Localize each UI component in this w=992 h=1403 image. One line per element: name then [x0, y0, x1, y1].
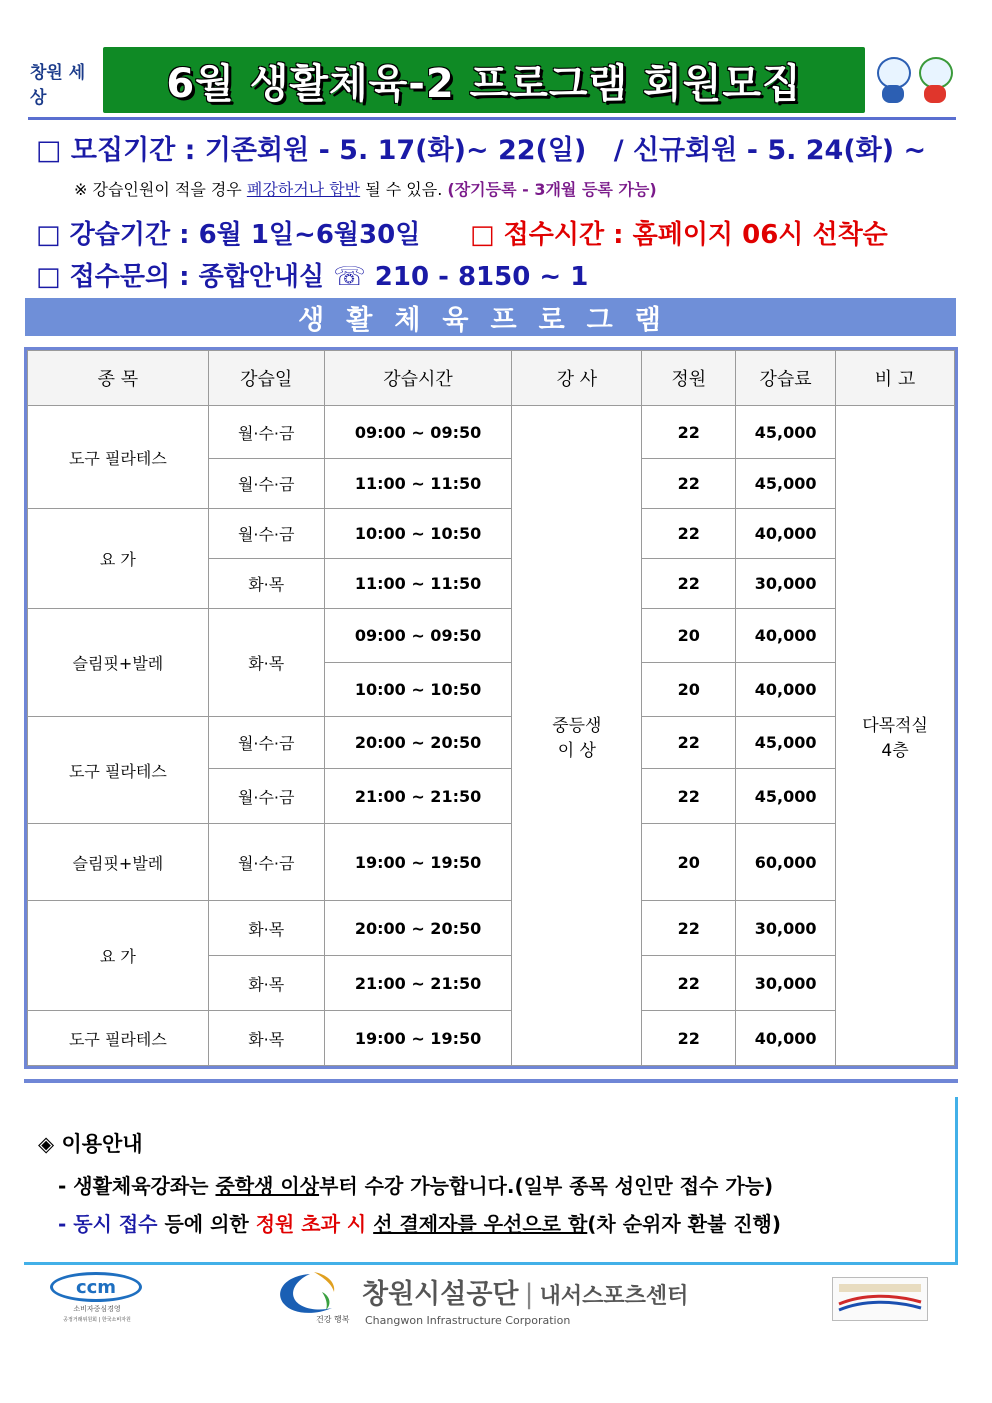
table-row — [28, 609, 955, 663]
guide-text: (차 순위자 환불 진행) — [587, 1212, 782, 1236]
guide-text: 등에 의한 — [157, 1212, 256, 1236]
recruit-existing: □ 모집기간 : 기존회원 - 5. 17(화)~ 22(일) — [36, 135, 587, 166]
sport-cell: 요 가 — [28, 509, 209, 609]
time-cell: 19:00 ~ 19:50 — [324, 1011, 512, 1066]
guide-title: ◈ 이용안내 — [38, 1132, 143, 1156]
header-time: 강습시간 — [324, 351, 512, 406]
capacity-cell: 22 — [642, 717, 736, 769]
days-cell: 화·목 — [208, 1011, 324, 1066]
days-cell: 화·목 — [208, 609, 324, 717]
days-cell: 월·수·금 — [208, 824, 324, 901]
note-long-term: (장기등록 - 3개월 등록 가능) — [447, 180, 657, 199]
time-cell: 11:00 ~ 11:50 — [324, 559, 512, 609]
header-sport: 종 목 — [28, 351, 209, 406]
swoosh-icon — [270, 1270, 350, 1324]
instructor-cell: 중등생 이 상 — [512, 406, 642, 1066]
ccm-logo — [50, 1272, 144, 1326]
time-cell: 21:00 ~ 21:50 — [324, 956, 512, 1011]
recruit-new: / 신규회원 - 5. 24(화) ~ — [613, 135, 927, 166]
note-underline: 폐강하거나 합반 — [246, 180, 361, 199]
table-row — [28, 509, 955, 559]
time-cell: 21:00 ~ 21:50 — [324, 769, 512, 824]
days-cell: 월·수·금 — [208, 509, 324, 559]
fee-cell: 40,000 — [736, 609, 836, 663]
days-cell: 월·수·금 — [208, 717, 324, 769]
program-table — [24, 347, 958, 1069]
corp-name: 창원시설공단 — [362, 1279, 519, 1310]
header-days: 강습일 — [208, 351, 324, 406]
days-cell: 화·목 — [208, 956, 324, 1011]
capacity-cell: 22 — [642, 559, 736, 609]
guide-text: 부터 수강 가능합니다.(일부 종목 성인만 접수 가능) — [319, 1174, 774, 1198]
guide-line-2 — [58, 1208, 781, 1237]
corp-english: Changwon Infrastructure Corporation — [365, 1314, 571, 1327]
sport-cell: 도구 필라테스 — [28, 406, 209, 509]
class-period — [36, 214, 420, 251]
inquiry — [36, 256, 588, 293]
days-cell: 화·목 — [208, 559, 324, 609]
city-logo-text: 창원 세상 — [30, 62, 86, 108]
reception-time-text: □ 접수시간 : 홈페이지 06시 선착순 — [470, 220, 888, 250]
ccm-subtitle: 소비자중심경영 — [73, 1305, 121, 1313]
time-cell: 09:00 ~ 09:50 — [324, 609, 512, 663]
corp-name-row: 창원시설공단 | 내서스포츠센터 — [362, 1279, 689, 1310]
fee-cell: 30,000 — [736, 559, 836, 609]
capacity-cell: 22 — [642, 901, 736, 956]
guide-red-text: 정원 초과 시 — [255, 1212, 367, 1236]
page-title-banner — [103, 47, 865, 113]
swoosh-text: 건강 행복 — [316, 1315, 350, 1324]
certification-icon — [833, 1278, 927, 1320]
capacity-cell: 20 — [642, 663, 736, 717]
sport-cell: 도구 필라테스 — [28, 717, 209, 824]
days-cell: 월·수·금 — [208, 459, 324, 509]
table-row — [28, 1011, 955, 1066]
table-row — [28, 824, 955, 901]
fee-cell: 45,000 — [736, 406, 836, 459]
table-row — [28, 406, 955, 459]
fee-cell: 45,000 — [736, 459, 836, 509]
guide-blue-text: - 동시 접수 — [58, 1212, 158, 1236]
table-row — [28, 901, 955, 956]
guide-underline: 선 결제자를 우선으로 함 — [373, 1212, 588, 1236]
header-instructor: 강 사 — [512, 351, 642, 406]
note-cell: 다목적실 4층 — [836, 406, 955, 1066]
sport-cell: 슬림핏+발레 — [28, 609, 209, 717]
mascot-icon — [919, 57, 951, 103]
time-cell: 19:00 ~ 19:50 — [324, 824, 512, 901]
capacity-cell: 20 — [642, 824, 736, 901]
page-title: 6월 생활체육-2 프로그램 회원모집 — [166, 60, 802, 107]
header-capacity: 정원 — [642, 351, 736, 406]
table-header-row — [28, 351, 955, 406]
guide-underline: 중학생 이상 — [215, 1174, 320, 1198]
sport-cell: 요 가 — [28, 901, 209, 1011]
guide-text: - 생활체육강좌는 — [58, 1174, 216, 1198]
table-row — [28, 717, 955, 769]
certification-badge — [832, 1277, 928, 1321]
corp-center: 내서스포츠센터 — [539, 1284, 689, 1309]
time-cell: 10:00 ~ 10:50 — [324, 509, 512, 559]
note-prefix: ※ 강습인원이 적을 경우 — [74, 180, 247, 199]
reception-time — [470, 214, 888, 251]
fee-cell: 30,000 — [736, 901, 836, 956]
fee-cell: 30,000 — [736, 956, 836, 1011]
inquiry-text: □ 접수문의 : 종합안내실 ☏ 210 - 8150 ~ 1 — [36, 262, 589, 292]
header-fee: 강습료 — [736, 351, 836, 406]
note-suffix: 될 수 있음. — [360, 180, 448, 199]
capacity-cell: 22 — [642, 1011, 736, 1066]
fee-cell: 40,000 — [736, 1011, 836, 1066]
time-cell: 20:00 ~ 20:50 — [324, 901, 512, 956]
mascots — [872, 52, 956, 108]
sport-cell: 도구 필라테스 — [28, 1011, 209, 1066]
time-cell: 20:00 ~ 20:50 — [324, 717, 512, 769]
days-cell: 화·목 — [208, 901, 324, 956]
divider — [24, 1079, 958, 1083]
time-cell: 10:00 ~ 10:50 — [324, 663, 512, 717]
fee-cell: 45,000 — [736, 769, 836, 824]
section-title: 생활체육프로그램 — [25, 298, 956, 336]
capacity-cell: 20 — [642, 609, 736, 663]
city-logo — [30, 55, 100, 110]
fee-cell: 60,000 — [736, 824, 836, 901]
fee-cell: 40,000 — [736, 509, 836, 559]
sport-cell: 슬림핏+발레 — [28, 824, 209, 901]
time-cell: 11:00 ~ 11:50 — [324, 459, 512, 509]
recruit-period — [36, 128, 926, 167]
capacity-cell: 22 — [642, 956, 736, 1011]
mascot-icon — [877, 57, 909, 103]
fee-cell: 45,000 — [736, 717, 836, 769]
class-period-text: □ 강습기간 : 6월 1일~6월30일 — [36, 220, 421, 250]
days-cell: 월·수·금 — [208, 406, 324, 459]
time-cell: 09:00 ~ 09:50 — [324, 406, 512, 459]
divider — [28, 117, 956, 120]
fee-cell: 40,000 — [736, 663, 836, 717]
capacity-cell: 22 — [642, 769, 736, 824]
guide-line-1 — [58, 1170, 773, 1199]
header-note: 비 고 — [836, 351, 955, 406]
capacity-cell: 22 — [642, 406, 736, 459]
ccm-text: ccm — [50, 1272, 142, 1302]
capacity-cell: 22 — [642, 509, 736, 559]
ccm-subtitle-2: 공정거래위원회 | 한국소비자원 — [63, 1317, 131, 1323]
days-cell: 월·수·금 — [208, 769, 324, 824]
recruit-note — [74, 177, 657, 200]
capacity-cell: 22 — [642, 459, 736, 509]
corporation-logo — [270, 1268, 710, 1332]
